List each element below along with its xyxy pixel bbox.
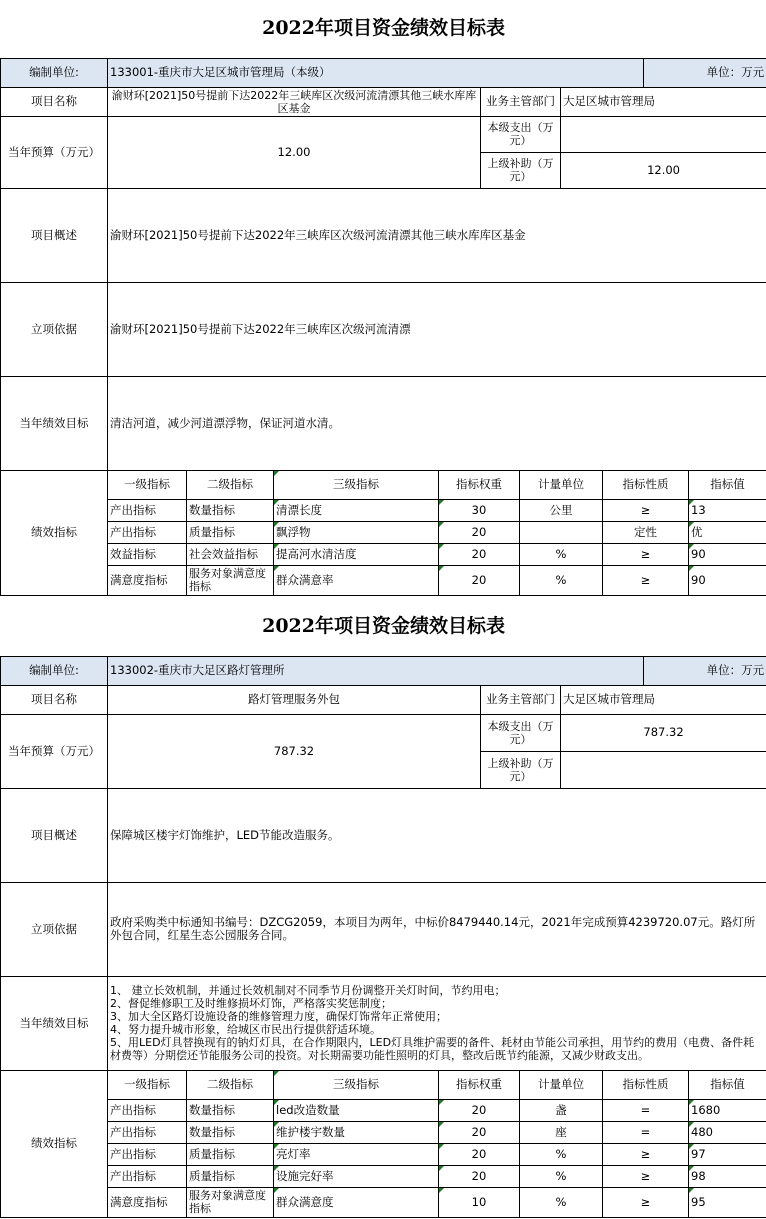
basis-label: 立项依据 [1,882,108,976]
row-value: 480 [689,1121,766,1143]
row-level1: 产出指标 [108,1099,187,1121]
row-level3: 飘浮物 [274,521,439,543]
form-section-2 [0,598,766,1218]
row-nature: ≥ [603,499,689,521]
dept-value: 大足区城市管理局 [561,87,766,116]
header-unit: 计量单位 [520,470,603,499]
row-value: 90 [689,543,766,565]
budget-value: 12.00 [108,116,481,188]
row-unit: 公里 [520,499,603,521]
upper-subsidy-label: 上级补助（万元） [481,751,561,788]
goal-line: 1、 建立长效机制，并通过长效机制对不同季节月份调整开关灯时间，节约用电； [110,984,506,997]
row-weight: 20 [439,543,520,565]
row-level2: 服务对象满意度指标 [187,1187,274,1217]
local-spend-label: 本级支出（万元） [481,714,561,751]
row-nature: ≥ [603,1143,689,1165]
project-name-label: 项目名称 [1,685,108,714]
row-nature: = [603,1099,689,1121]
table-row [1,521,766,543]
table-row [1,1165,766,1187]
row-unit: % [520,1143,603,1165]
local-spend-label: 本级支出（万元） [481,116,561,152]
header-level1: 一级指标 [108,1070,187,1099]
goal-label: 当年绩效目标 [1,376,108,470]
table-row [1,543,766,565]
row-level2: 质量指标 [187,1143,274,1165]
row-level2: 质量指标 [187,521,274,543]
row-nature: ≥ [603,543,689,565]
row-level1: 产出指标 [108,1143,187,1165]
header-value: 指标值 [689,470,766,499]
goal-value [108,976,766,1070]
row-level3: 亮灯率 [274,1143,439,1165]
row-value: 97 [689,1143,766,1165]
row-level1: 产出指标 [108,1165,187,1187]
row-level3: 设施完好率 [274,1165,439,1187]
row-unit: % [520,1187,603,1217]
row-unit: 盏 [520,1099,603,1121]
header-level3: 三级指标 [274,1070,439,1099]
row-level2: 社会效益指标 [187,543,274,565]
row-nature: ≥ [603,565,689,595]
upper-subsidy-value: 12.00 [561,152,766,188]
budget-value: 787.32 [108,714,481,788]
dept-value: 大足区城市管理局 [561,685,766,714]
table-row [1,565,766,595]
row-level2: 服务对象满意度指标 [187,565,274,595]
row-unit: % [520,1165,603,1187]
row-nature: ≥ [603,1165,689,1187]
upper-subsidy-label: 上级补助（万元） [481,152,561,188]
row-level3: 群众满意度 [274,1187,439,1217]
goal-value [108,376,766,470]
row-value: 98 [689,1165,766,1187]
header-level2: 二级指标 [187,470,274,499]
row-value: 优 [689,521,766,543]
header-level2: 二级指标 [187,1070,274,1099]
goal-line: 5、用LED灯具替换现有的钠灯灯具，在合作期限内，LED灯具维护需要的备件、耗材由节能公司承担，用节约的费用（电费、备件耗材费等）分期偿还节能服务公司的投资。对长期需要功能性照明的灯具，整改后既节约能源，又减少财政支出。 [110,1036,755,1062]
basis-value: 渝财环[2021]50号提前下达2022年三峡库区次级河流清漂 [108,282,766,376]
header-level1: 一级指标 [108,470,187,499]
row-level3: 维护楼宇数量 [274,1121,439,1143]
row-level2: 数量指标 [187,1121,274,1143]
row-value: 90 [689,565,766,595]
row-weight: 20 [439,1143,520,1165]
form-title: 2022年项目资金绩效目标表 [262,17,505,40]
row-level3: led改造数量 [274,1099,439,1121]
currency-label: 单位：万元 [644,58,766,87]
unit-label: 编制单位: [1,58,108,87]
row-weight: 20 [439,1121,520,1143]
form-title: 2022年项目资金绩效目标表 [262,615,505,638]
row-unit: % [520,543,603,565]
project-name-value: 渝财环[2021]50号提前下达2022年三峡库区次级河流清漂其他三峡水库库区基金 [108,87,481,116]
row-value: 13 [689,499,766,521]
row-level1: 满意度指标 [108,565,187,595]
performance-table-2 [0,598,766,1218]
unit-label: 编制单位: [1,656,108,685]
header-weight: 指标权重 [439,1070,520,1099]
unit-value: 133001-重庆市大足区城市管理局（本级） [108,58,644,87]
header-level3: 三级指标 [274,470,439,499]
indicator-label: 绩效指标 [1,1070,108,1217]
project-name-value: 路灯管理服务外包 [108,685,481,714]
row-level2: 数量指标 [187,499,274,521]
form-section-1 [0,0,766,596]
overview-label: 项目概述 [1,188,108,282]
table-row [1,499,766,521]
dept-label: 业务主管部门 [481,685,561,714]
project-name-label: 项目名称 [1,87,108,116]
row-level3: 群众满意率 [274,565,439,595]
goal-label: 当年绩效目标 [1,976,108,1070]
row-weight: 20 [439,1099,520,1121]
performance-table-1 [0,0,766,596]
row-level1: 产出指标 [108,499,187,521]
row-weight: 20 [439,565,520,595]
row-level3: 提高河水清洁度 [274,543,439,565]
row-value: 95 [689,1187,766,1217]
row-unit: % [520,565,603,595]
table-row [1,1187,766,1217]
row-level2: 数量指标 [187,1099,274,1121]
table-row [1,1143,766,1165]
indicator-label: 绩效指标 [1,470,108,595]
upper-subsidy-value [561,751,766,788]
goal-line: 3、加大全区路灯设施设备的维修管理力度，确保灯饰常年正常使用； [110,1010,447,1023]
header-weight: 指标权重 [439,470,520,499]
budget-label: 当年预算（万元） [1,116,108,188]
table-row [1,1099,766,1121]
overview-value: 保障城区楼宇灯饰维护，LED节能改造服务。 [108,788,766,882]
table-row [1,1121,766,1143]
row-weight: 10 [439,1187,520,1217]
row-weight: 20 [439,1165,520,1187]
row-unit [520,521,603,543]
overview-value: 渝财环[2021]50号提前下达2022年三峡库区次级河流清漂其他三峡水库库区基金 [108,188,766,282]
budget-label: 当年预算（万元） [1,714,108,788]
row-level3: 清漂长度 [274,499,439,521]
dept-label: 业务主管部门 [481,87,561,116]
row-level1: 效益指标 [108,543,187,565]
header-value: 指标值 [689,1070,766,1099]
header-nature: 指标性质 [603,1070,689,1099]
goal-line: 4、努力提升城市形象，给城区市民出行提供舒适环境。 [110,1023,381,1036]
local-spend-value [561,116,766,152]
row-level1: 产出指标 [108,1121,187,1143]
currency-label: 单位：万元 [644,656,766,685]
row-level1: 满意度指标 [108,1187,187,1217]
row-level1: 产出指标 [108,521,187,543]
basis-value: 政府采购类中标通知书编号：DZCG2059，本项目为两年，中标价8479440.14元，2021年完成预算4239720.07元。路灯所外包合同，红星生态公园服务合同。 [108,882,766,976]
row-nature: 定性 [603,521,689,543]
header-unit: 计量单位 [520,1070,603,1099]
row-value: 1680 [689,1099,766,1121]
row-nature: = [603,1121,689,1143]
header-nature: 指标性质 [603,470,689,499]
row-weight: 20 [439,521,520,543]
row-unit: 座 [520,1121,603,1143]
unit-value: 133002-重庆市大足区路灯管理所 [108,656,644,685]
row-nature: ≥ [603,1187,689,1217]
basis-label: 立项依据 [1,282,108,376]
overview-label: 项目概述 [1,788,108,882]
row-weight: 30 [439,499,520,521]
goal-line: 2、督促维修职工及时维修损坏灯饰，严格落实奖惩制度； [110,997,392,1010]
goal-line: 清洁河道，减少河道漂浮物，保证河道水清。 [110,415,340,430]
local-spend-value: 787.32 [561,714,766,751]
row-level2: 质量指标 [187,1165,274,1187]
